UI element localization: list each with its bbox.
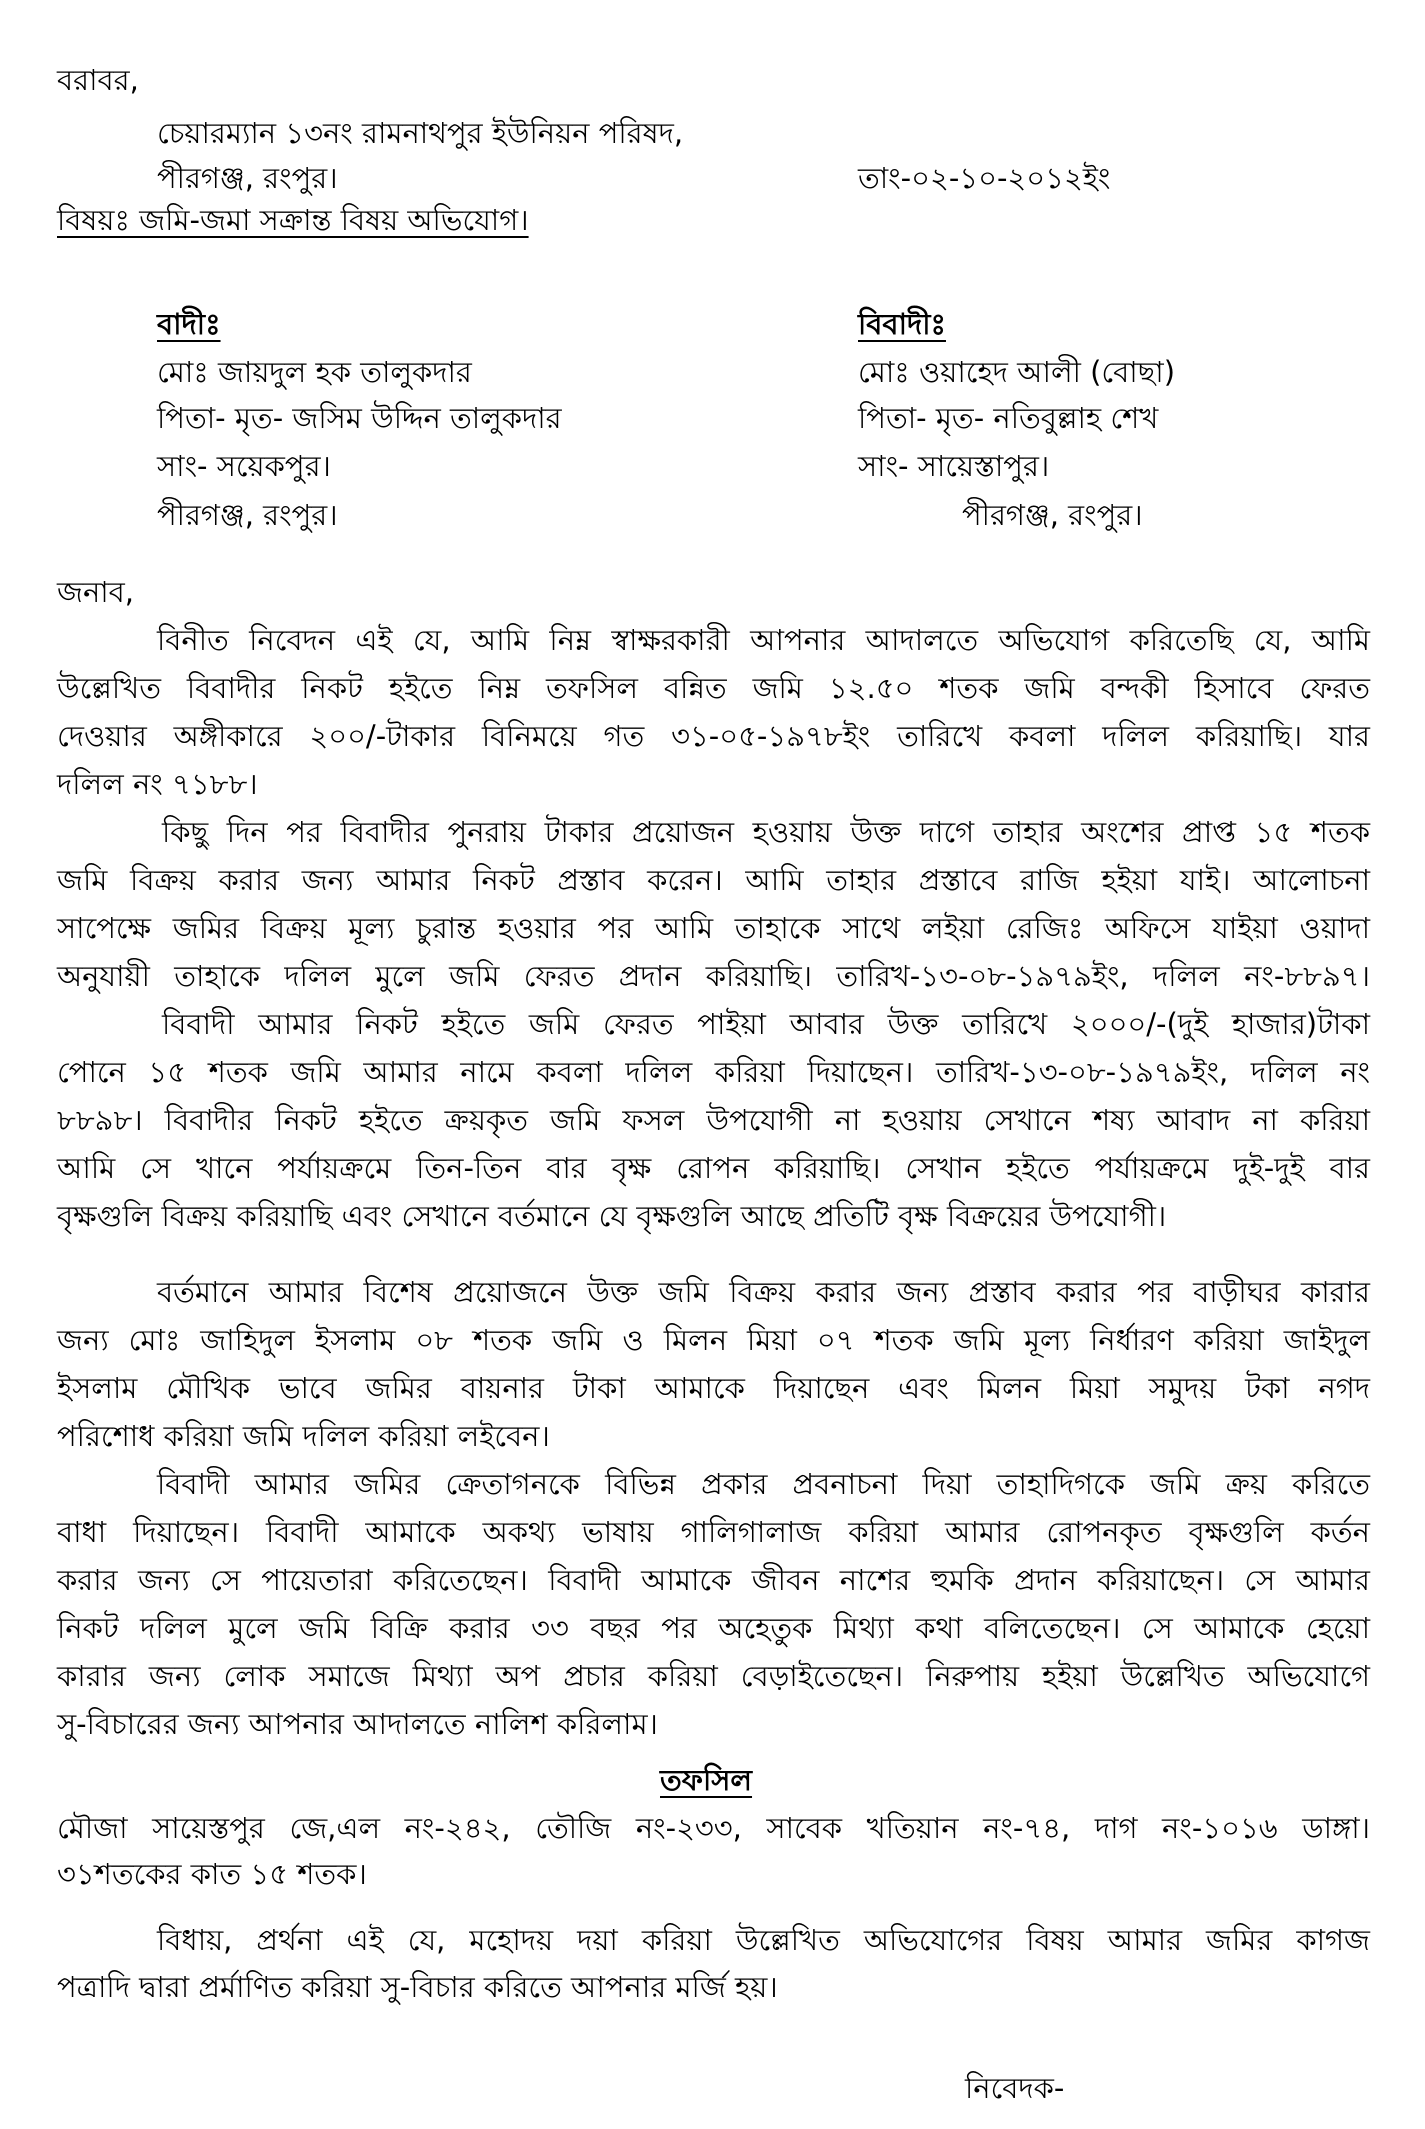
defendant-village: সাং- সায়েস্তাপুর। xyxy=(858,449,1050,483)
defendant-area: পীরগঞ্জ, রংপুর। xyxy=(962,498,1143,532)
body-line: জমি বিক্রয় করার জন্য আমার নিকট প্রস্তাব করেন। আমি তাহার প্রস্তাবে রাজি হইয়া যাই। আলোচনা xyxy=(57,863,1370,897)
recipient-line-1: চেয়ারম্যান ১৩নং রামনাথপুর ইউনিয়ন পরিষদ, xyxy=(157,116,684,150)
body-line: বিনীত নিবেদন এই যে, আমি নিম্ন স্বাক্ষরকারী আপনার আদালতে অভিযোগ করিতেছি যে, আমি xyxy=(157,623,1370,657)
defendant-heading: বিবাদীঃ xyxy=(858,307,946,341)
prayer-line: পত্রাদি দ্বারা প্রর্মাণিত করিয়া সু-বিচার করিতে আপনার মর্জি হয়। xyxy=(57,1970,778,2004)
plaintiff-area: পীরগঞ্জ, রংপুর। xyxy=(157,498,338,532)
plaintiff-name: মোঃ জায়দুল হক তালুকদার xyxy=(157,355,472,389)
body-line: বৃক্ষগুলি বিক্রয় করিয়াছি এবং সেখানে বর্তমানে যে বৃক্ষগুলি আছে প্রতিটি বৃক্ষ বিক্রয়ের উপযোগী। xyxy=(57,1199,1167,1233)
body-line: পরিশোধ করিয়া জমি দলিল করিয়া লইবেন। xyxy=(57,1419,550,1453)
body-line: করার জন্য সে পায়েতারা করিতেছেন। বিবাদী আমাকে জীবন নাশের হুমকি প্রদান করিয়াছেন। সে আমার xyxy=(57,1563,1370,1597)
schedule-heading: তফসিল xyxy=(660,1763,753,1797)
defendant-father: পিতা- মৃত- নতিবুল্লাহ শেখ xyxy=(858,401,1159,435)
prayer-line: বিধায়, প্রর্থনা এই যে, মহোদয় দয়া করিয়া উল্লেখিত অভিযোগের বিষয় আমার জমির কাগজ xyxy=(157,1923,1370,1957)
recipient-line-2: পীরগঞ্জ, রংপুর। xyxy=(157,161,338,195)
body-line: সু-বিচারের জন্য আপনার আদালতে নালিশ করিলাম। xyxy=(57,1707,658,1741)
body-line: আমি সে খানে পর্যায়ক্রমে তিন-তিন বার বৃক্ষ রোপন করিয়াছি। সেখান হইতে পর্যায়ক্রমে দুই-দুই বার xyxy=(57,1151,1370,1185)
body-line: নিকট দলিল মুলে জমি বিক্রি করার ৩৩ বছর পর অহেতুক মিথ্যা কথা বলিতেছেন। সে আমাকে হেয়ো xyxy=(57,1611,1370,1645)
salutation-to: বরাবর, xyxy=(57,63,139,97)
body-line: কারার জন্য লোক সমাজে মিথ্যা অপ প্রচার করিয়া বেড়াইতেছেন। নিরুপায় হইয়া উল্লেখিত অভিযোগে xyxy=(57,1659,1370,1693)
body-line: দেওয়ার অঙ্গীকারে ২০০/-টাকার বিনিময়ে গত ৩১-০৫-১৯৭৮ইং তারিখে কবলা দলিল করিয়াছি। যার xyxy=(57,719,1370,753)
schedule-line: মৌজা সায়েস্তপুর জে,এল নং-২৪২, তৌজি নং-২৩৩, সাবেক খতিয়ান নং-৭৪, দাগ নং-১০১৬ ডাঙ্গা। xyxy=(57,1811,1370,1845)
plaintiff-village: সাং- সয়েকপুর। xyxy=(157,449,331,483)
body-line: বর্তমানে আমার বিশেষ প্রয়োজনে উক্ত জমি বিক্রয় করার জন্য প্রস্তাব করার পর বাড়ীঘর কারার xyxy=(157,1275,1370,1309)
subject-line: বিষয়ঃ জমি-জমা সক্রান্ত বিষয় অভিযোগ। xyxy=(57,203,529,237)
letter-date: তাং-০২-১০-২০১২ইং xyxy=(858,161,1111,195)
defendant-name: মোঃ ওয়াহেদ আলী (বোছা) xyxy=(858,355,1176,389)
plaintiff-father: পিতা- মৃত- জসিম উদ্দিন তালুকদার xyxy=(157,401,562,435)
body-line: উল্লেখিত বিবাদীর নিকট হইতে নিম্ন তফসিল বন্নিত জমি ১২.৫০ শতক জমি বন্দকী হিসাবে ফেরত xyxy=(57,671,1370,705)
body-line: কিছু দিন পর বিবাদীর পুনরায় টাকার প্রয়োজন হওয়ায় উক্ত দাগে তাহার অংশের প্রাপ্ত ১৫ শতক xyxy=(162,815,1370,849)
schedule-line: ৩১শতকের কাত ১৫ শতক। xyxy=(57,1857,367,1891)
body-line: ইসলাম মৌখিক ভাবে জমির বায়নার টাকা আমাকে দিয়াছেন এবং মিলন মিয়া সমুদয় টকা নগদ xyxy=(57,1371,1370,1405)
body-line: বিবাদী আমার জমির ক্রেতাগনকে বিভিন্ন প্রকার প্রবনাচনা দিয়া তাহাদিগকে জমি ক্রয় করিতে xyxy=(157,1467,1370,1501)
body-line: পোনে ১৫ শতক জমি আমার নামে কবলা দলিল করিয়া দিয়াছেন। তারিখ-১৩-০৮-১৯৭৯ইং, দলিল নং xyxy=(57,1055,1370,1089)
body-line: বাধা দিয়াছেন। বিবাদী আমাকে অকথ্য ভাষায় গালিগালাজ করিয়া আমার রোপনকৃত বৃক্ষগুলি কর্তন xyxy=(57,1515,1370,1549)
body-line: দলিল নং ৭১৮৮। xyxy=(57,767,258,801)
body-line: জন্য মোঃ জাহিদুল ইসলাম ০৮ শতক জমি ও মিলন মিয়া ০৭ শতক জমি মূল্য নির্ধারণ করিয়া জাইদুল xyxy=(57,1323,1370,1357)
signature-label: নিবেদক- xyxy=(965,2071,1065,2105)
plaintiff-heading: বাদীঃ xyxy=(157,307,221,341)
body-line: অনুযায়ী তাহাকে দলিল মুলে জমি ফেরত প্রদান করিয়াছি। তারিখ-১৩-০৮-১৯৭৯ইং, দলিল নং-৮৮৯৭। xyxy=(57,959,1370,993)
body-line: বিবাদী আমার নিকট হইতে জমি ফেরত পাইয়া আবার উক্ত তারিখে ২০০০/-(দুই হাজার)টাকা xyxy=(162,1007,1370,1041)
body-line: সাপেক্ষে জমির বিক্রয় মূল্য চুরান্ত হওয়ার পর আমি তাহাকে সাথে লইয়া রেজিঃ অফিসে যাইয়া ওয়াদা xyxy=(57,911,1370,945)
body-line: ৮৮৯৮। বিবাদীর নিকট হইতে ক্রয়কৃত জমি ফসল উপযোগী না হওয়ায় সেখানে শষ্য আবাদ না করিয়া xyxy=(57,1103,1370,1137)
greeting: জনাব, xyxy=(57,575,135,609)
